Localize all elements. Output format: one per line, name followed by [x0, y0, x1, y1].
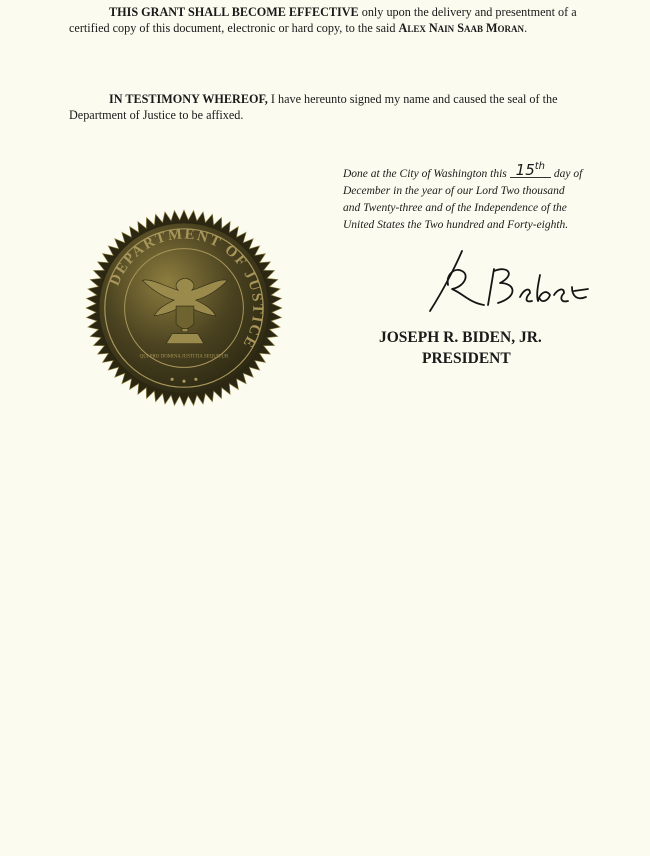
- effective-lead: THIS GRANT SHALL BECOME EFFECTIVE: [109, 5, 359, 19]
- done-at-rest: day of December in the year of our Lord Two thousand and Twenty-three and of the Independence of the United States the Two hundred and Forty-eighth.: [343, 168, 583, 231]
- signer-name: JOSEPH R. BIDEN, JR.: [379, 329, 542, 346]
- seal-inscription: DEPARTMENT OF JUSTICE: [106, 226, 266, 352]
- seal-motto: QUI PRO DOMINA JUSTITIA SEQUITUR: [139, 354, 229, 360]
- signature-icon: [400, 245, 590, 325]
- signer-title: PRESIDENT: [422, 350, 511, 367]
- signer-block: [379, 327, 542, 369]
- effective-text-end: .: [524, 21, 528, 35]
- day-number: 15: [515, 161, 535, 179]
- testimony-paragraph: [69, 91, 584, 123]
- handwritten-day: [510, 160, 551, 178]
- done-at-statement: [343, 162, 583, 234]
- effective-paragraph: [69, 4, 584, 36]
- grantee-name: Alex Nain Saab Moran: [398, 21, 525, 35]
- day-suffix: th: [534, 161, 546, 172]
- done-at-prefix: Done at the City of Washington this: [343, 168, 510, 180]
- doj-seal-icon: [85, 209, 283, 407]
- effective-text: only upon the delivery and presentment of a certified copy of this document, electronic or hard copy, to the said: [69, 5, 577, 35]
- testimony-lead: IN TESTIMONY WHEREOF,: [109, 92, 268, 106]
- testimony-text: I have hereunto signed my name and caused the seal of the Department of Justice to be affixed.: [69, 92, 558, 122]
